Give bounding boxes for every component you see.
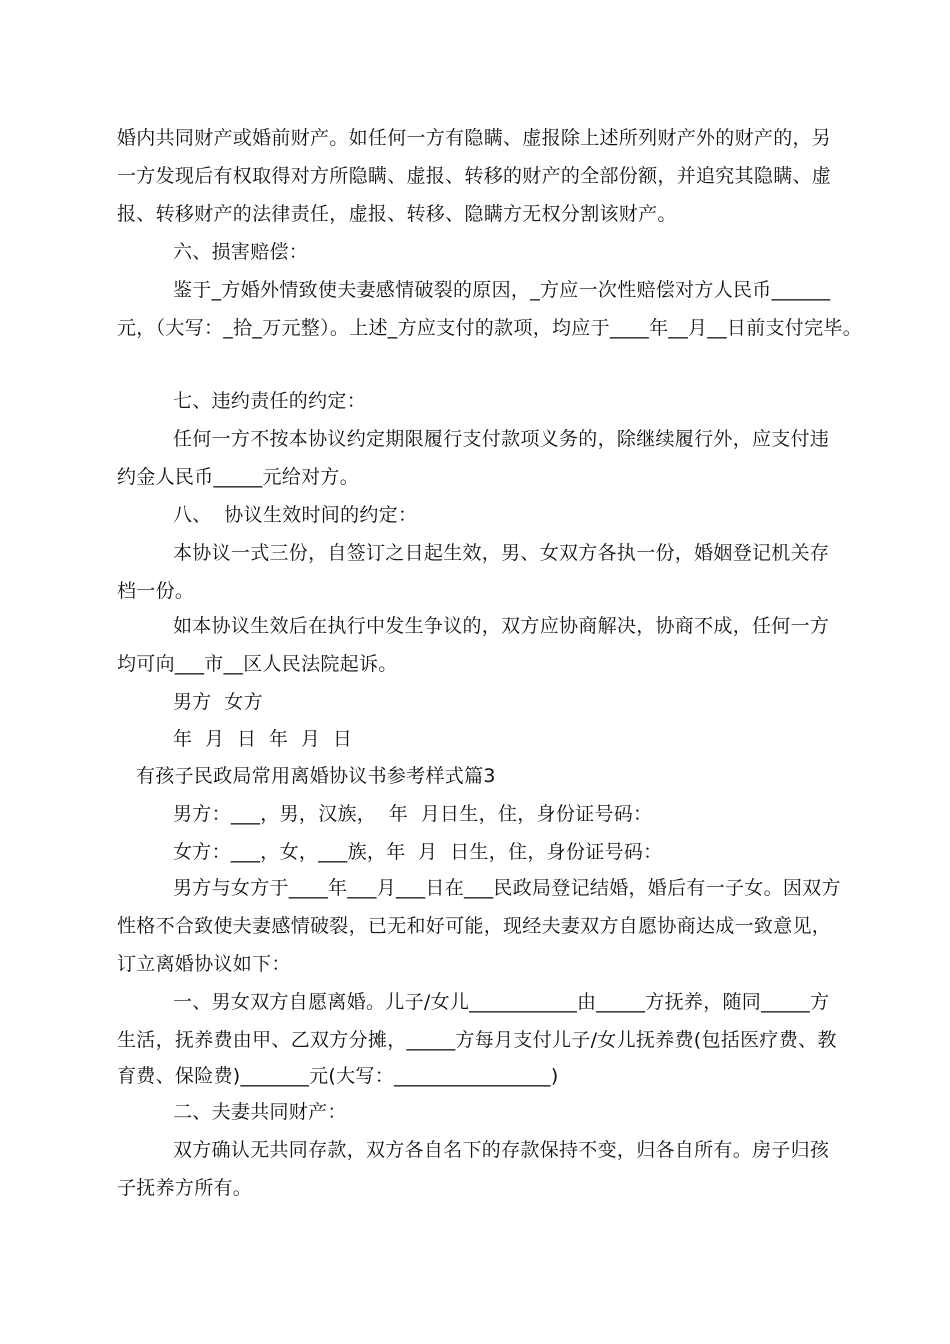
paragraph-line: 子抚养方所有。: [117, 1177, 253, 1199]
paragraph-line: 均可向___市__区人民法院起诉。: [117, 653, 398, 675]
paragraph-line: 约金人民币_____元给对方。: [117, 466, 360, 488]
paragraph-line: 档一份。: [117, 580, 195, 602]
paragraph-line: 双方确认无共同存款，双方各自名下的存款保持不变，归各自所有。房子归孩: [173, 1139, 830, 1161]
paragraph-line: 任何一方不按本协议约定期限履行支付款项义务的，除继续履行外，应支付违: [173, 428, 830, 450]
paragraph-line: 一、男女双方自愿离婚。儿子/女儿___________由_____方抚养，随同_____方: [173, 991, 830, 1013]
paragraph-line: 男方：___，男，汉族， 年 月日生，住，身份证号码：: [173, 803, 653, 825]
paragraph-line: 婚内共同财产或婚前财产。如任何一方有隐瞒、虚报除上述所列财产外的财产的，另: [117, 127, 832, 149]
paragraph-line: 元，（大写：_拾_万元整）。上述_方应支付的款项，均应于____年__月__日前支付完毕。: [117, 317, 863, 339]
paragraph-line: 如本协议生效后在执行中发生争议的，双方应协商解决，协商不成，任何一方: [173, 615, 830, 637]
paragraph-line: 一方发现后有权取得对方所隐瞒、虚报、转移的财产的全部份额，并追究其隐瞒、虚: [117, 165, 832, 187]
paragraph-line: 报、转移财产的法律责任，虚报、转移、隐瞒方无权分割该财产。: [117, 203, 677, 225]
paragraph-line: 订立离婚协议如下：: [117, 953, 291, 975]
signature-labels: 男方 女方: [173, 691, 263, 713]
section-heading-property: 二、夫妻共同财产：: [173, 1101, 347, 1123]
document-title: 有孩子民政局常用离婚协议书参考样式篇3: [136, 765, 496, 787]
paragraph-line: 鉴于_方婚外情致使夫妻感情破裂的原因，_方应一次性赔偿对方人民币______: [173, 279, 831, 301]
section-heading-damages: 六、损害赔偿：: [173, 241, 309, 263]
section-heading-effective: 八、 协议生效时间的约定：: [173, 504, 418, 526]
paragraph-line: 育费、保险费)_______元(大写：________________): [117, 1065, 559, 1087]
paragraph-line: 性格不合致使夫妻感情破裂，已无和好可能，现经夫妻双方自愿协商达成一致意见，: [117, 915, 832, 937]
paragraph-line: 男方与女方于____年___月___日在___民政局登记结婚，婚后有一子女。因双方: [173, 877, 841, 899]
signature-dates: 年 月 日 年 月 日: [173, 728, 353, 750]
section-heading-breach: 七、违约责任的约定：: [173, 390, 367, 412]
paragraph-line: 女方：___，女，___族，年 月 日生，住，身份证号码：: [173, 841, 663, 863]
paragraph-line: 本协议一式三份，自签订之日起生效，男、女双方各执一份，婚姻登记机关存: [173, 542, 830, 564]
paragraph-line: 生活，抚养费由甲、乙双方分摊，_____方每月支付儿子/女儿抚养费(包括医疗费、教: [117, 1029, 837, 1051]
